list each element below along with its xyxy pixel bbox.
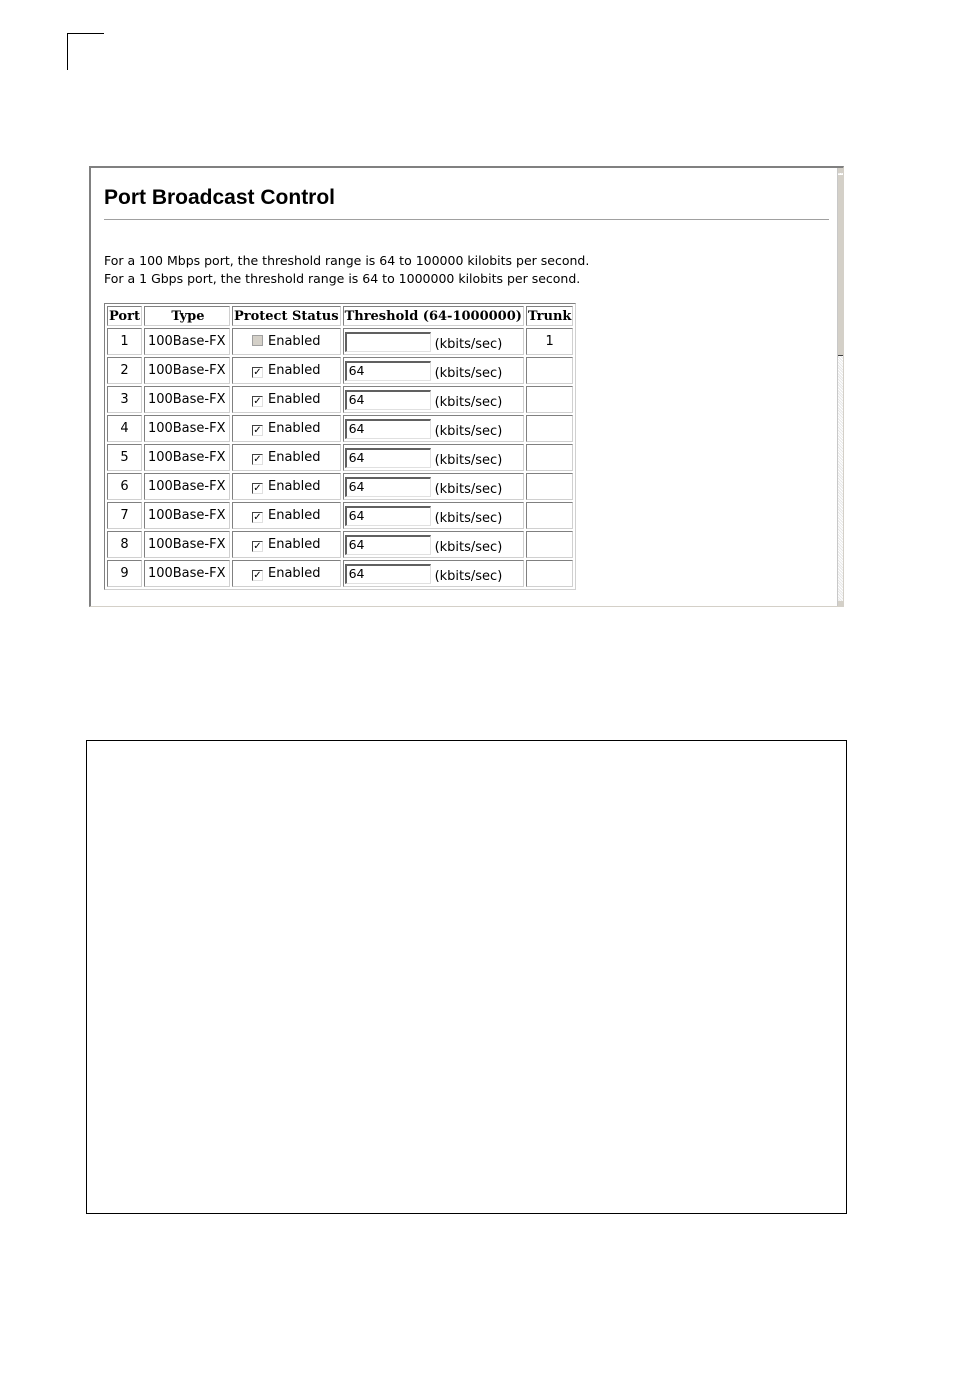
threshold-input[interactable]: 64 <box>345 361 431 381</box>
port-type: 100Base-FX <box>144 531 230 558</box>
table-row <box>107 328 573 355</box>
port-type: 100Base-FX <box>144 560 230 587</box>
protect-status-label: Enabled <box>267 537 321 552</box>
table-row <box>107 386 573 413</box>
port-type: 100Base-FX <box>144 473 230 500</box>
threshold-unit: (kbits/sec) <box>434 482 503 497</box>
port-type: 100Base-FX <box>144 328 230 355</box>
checkmark-icon[interactable]: ✓ <box>253 512 262 523</box>
protect-status-label: Enabled <box>267 363 321 378</box>
threshold-info <box>104 252 589 287</box>
checkmark-icon[interactable]: ✓ <box>253 541 262 552</box>
protect-status-cell <box>232 328 341 355</box>
protect-status-cell <box>232 531 341 558</box>
checkmark-icon[interactable]: ✓ <box>253 483 262 494</box>
table-row <box>107 560 573 587</box>
threshold-input[interactable]: 64 <box>345 535 431 555</box>
port-number: 2 <box>107 357 142 384</box>
protect-status-cell <box>232 444 341 471</box>
trunk-id <box>526 386 574 413</box>
scrollbar-thumb[interactable] <box>838 174 843 356</box>
header-type: Type <box>144 306 230 326</box>
threshold-input[interactable]: 64 <box>345 564 431 584</box>
port-number: 8 <box>107 531 142 558</box>
threshold-unit: (kbits/sec) <box>434 569 503 584</box>
port-number: 3 <box>107 386 142 413</box>
threshold-unit: (kbits/sec) <box>434 424 503 439</box>
trunk-id <box>526 531 574 558</box>
scroll-up-arrow-icon[interactable] <box>838 168 843 173</box>
port-type: 100Base-FX <box>144 386 230 413</box>
title-divider <box>104 219 829 221</box>
trunk-id: 1 <box>526 328 574 355</box>
threshold-cell <box>343 328 524 355</box>
checkmark-icon[interactable]: ✓ <box>253 454 262 465</box>
protect-status-label: Enabled <box>267 566 321 581</box>
port-type: 100Base-FX <box>144 415 230 442</box>
threshold-input[interactable]: 64 <box>345 506 431 526</box>
protect-status-cell <box>232 502 341 529</box>
trunk-id <box>526 502 574 529</box>
checkmark-icon[interactable]: ✓ <box>253 396 262 407</box>
vertical-scrollbar[interactable] <box>837 168 843 606</box>
checkmark-icon[interactable]: ✓ <box>253 367 262 378</box>
table-row <box>107 531 573 558</box>
threshold-input[interactable]: 64 <box>345 419 431 439</box>
port-number: 6 <box>107 473 142 500</box>
threshold-input[interactable] <box>345 332 431 352</box>
header-protect-status: Protect Status <box>232 306 341 326</box>
trunk-id <box>526 560 574 587</box>
threshold-unit: (kbits/sec) <box>434 366 503 381</box>
protect-status-label: Enabled <box>267 421 321 436</box>
threshold-cell <box>343 444 524 471</box>
threshold-cell <box>343 357 524 384</box>
port-type: 100Base-FX <box>144 357 230 384</box>
checkbox-icon <box>252 335 263 346</box>
threshold-input[interactable]: 64 <box>345 477 431 497</box>
threshold-cell <box>343 415 524 442</box>
threshold-cell <box>343 473 524 500</box>
protect-status-cell <box>232 415 341 442</box>
info-line-1gbps: For a 1 Gbps port, the threshold range is 64 to 1000000 kilobits per second. <box>104 270 581 286</box>
checkmark-icon[interactable]: ✓ <box>253 570 262 581</box>
trunk-id <box>526 444 574 471</box>
protect-status-label: Enabled <box>267 479 321 494</box>
header-threshold: Threshold (64-1000000) <box>343 306 524 326</box>
protect-status-label: Enabled <box>267 392 321 407</box>
threshold-cell <box>343 531 524 558</box>
port-number: 5 <box>107 444 142 471</box>
table-row <box>107 502 573 529</box>
port-number: 1 <box>107 328 142 355</box>
trunk-id <box>526 415 574 442</box>
port-number: 9 <box>107 560 142 587</box>
info-line-100mbps: For a 100 Mbps port, the threshold range is 64 to 100000 kilobits per second. <box>104 253 590 268</box>
threshold-unit: (kbits/sec) <box>434 540 503 555</box>
page-corner-mark <box>67 33 104 70</box>
header-port: Port <box>107 306 142 326</box>
threshold-unit: (kbits/sec) <box>434 337 503 352</box>
port-type: 100Base-FX <box>144 502 230 529</box>
threshold-cell <box>343 386 524 413</box>
protect-status-label: Enabled <box>267 334 321 349</box>
table-row <box>107 415 573 442</box>
protect-status-cell <box>232 357 341 384</box>
protect-status-cell <box>232 473 341 500</box>
table-row <box>107 444 573 471</box>
protect-status-label: Enabled <box>267 450 321 465</box>
threshold-unit: (kbits/sec) <box>434 511 503 526</box>
port-number: 4 <box>107 415 142 442</box>
table-row <box>107 357 573 384</box>
protect-status-label: Enabled <box>267 508 321 523</box>
page-title: Port Broadcast Control <box>104 186 336 209</box>
browser-window-screenshot <box>89 166 844 607</box>
table-row <box>107 473 573 500</box>
threshold-cell <box>343 502 524 529</box>
checkmark-icon[interactable]: ✓ <box>253 425 262 436</box>
header-trunk: Trunk <box>526 306 574 326</box>
trunk-id <box>526 473 574 500</box>
threshold-input[interactable]: 64 <box>345 390 431 410</box>
port-number: 7 <box>107 502 142 529</box>
threshold-cell <box>343 560 524 587</box>
empty-figure-frame <box>86 740 847 1214</box>
scroll-down-arrow-icon[interactable] <box>838 601 843 606</box>
threshold-input[interactable]: 64 <box>345 448 431 468</box>
protect-status-cell <box>232 560 341 587</box>
protect-status-cell <box>232 386 341 413</box>
port-broadcast-table <box>104 303 576 590</box>
trunk-id <box>526 357 574 384</box>
port-type: 100Base-FX <box>144 444 230 471</box>
table-header-row <box>107 306 573 326</box>
threshold-unit: (kbits/sec) <box>434 453 503 468</box>
threshold-unit: (kbits/sec) <box>434 395 503 410</box>
